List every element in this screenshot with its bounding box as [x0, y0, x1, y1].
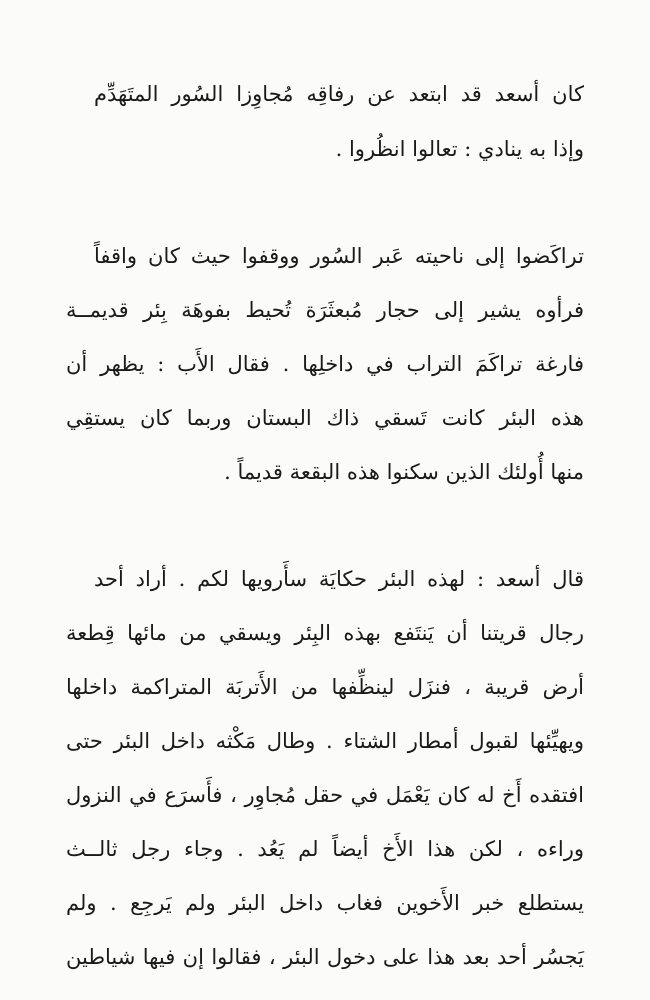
paragraph-3-line-3: أرض قريبة ، فنزَل لينظِّفها من الأَتربَة المتراكمة داخلها — [66, 675, 584, 699]
paragraph-3-line-8: يَجسُر أحد بعد هذا على دخول البئر ، فقالوا إن فيها شياطين — [66, 945, 584, 969]
paragraph-3-line-4: ويهيِّئها لقبول أمطار الشتاء . وطال مَكْثه داخل البئر حتى — [66, 729, 584, 753]
paragraph-3-line-1: قال أسعد : لهذه البئر حكايَة سأَرويها لكم . أراد أحد — [94, 567, 584, 591]
paragraph-2-line-5: منها أُولئك الذين سكنوا هذه البقعة قديماً . — [224, 460, 584, 484]
paragraph-3-line-6: وراءه ، لكن هذا الأَخ أيضاً لم يَعُد . وجاء رجل ثالــث — [66, 837, 584, 861]
paragraph-3-line-7: يستطلع خبر الأَخوين فغاب داخل البئر ولم يَرجِع . ولم — [66, 891, 584, 915]
paragraph-3-line-2: رجال قريتنا أن يَنتَفع بهذه البِئر ويسقي من مائها قِطعة — [66, 621, 584, 645]
paragraph-2-line-2: فرأوه يشير إلى حجار مُبعثَرَة تُحيط بفوهَة بِئر قديمــة — [66, 298, 584, 322]
paragraph-3-line-5: افتقده أَخ له كان يَعْمَل في حقل مُجاوِر ، فأَسرَع في النزول — [66, 783, 584, 807]
paragraph-1-line-1: كان أسعد قد ابتعد عن رفاقِه مُجاوِزا السُور المتَهَدِّم — [94, 82, 584, 106]
paragraph-2-line-1: تراكَضوا إلى ناحيته عَبر السُور ووقفوا حيث كان واقفاً — [94, 244, 584, 268]
paragraph-1-line-2: وإذا به ينادي : تعالوا انظُروا . — [335, 137, 584, 161]
paragraph-2-line-4: هذه البئر كانت تَسقي ذاك البستان وربما كان يستقِي — [66, 406, 584, 430]
paragraph-2-line-3: فارغة تراكَمَ التراب في داخلِها . فقال الأَب : يظهر أن — [66, 352, 584, 376]
